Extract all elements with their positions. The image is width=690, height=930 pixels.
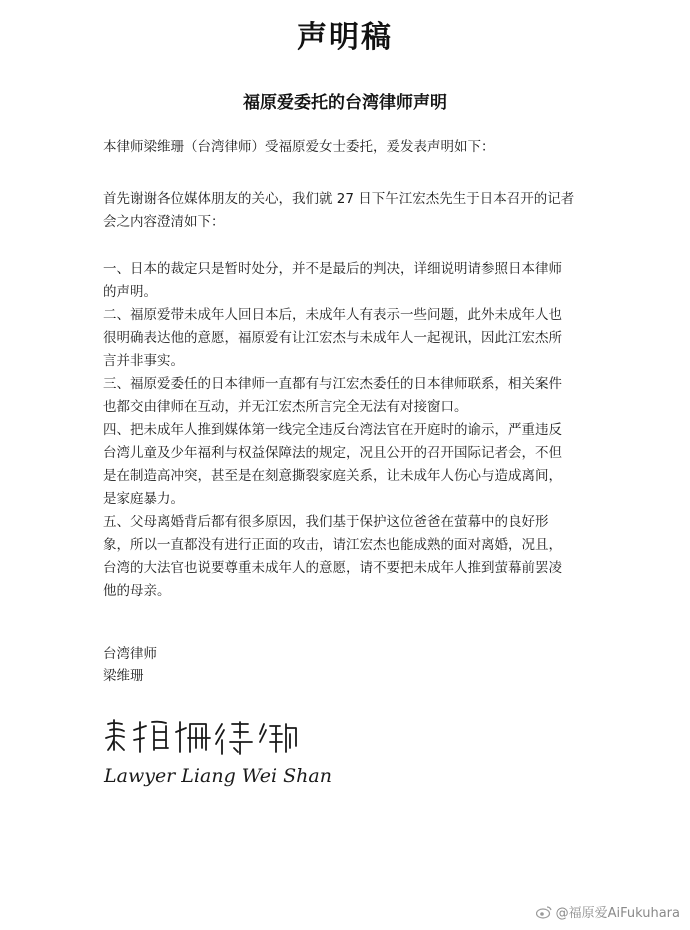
signoff-block (103, 643, 157, 687)
point-line: 台湾儿童及少年福利与权益保障法的规定，况且公开的召开国际记者会，不但 (103, 445, 562, 461)
weibo-icon (536, 905, 552, 919)
point-line: 他的母亲。 (103, 583, 171, 599)
points-list (103, 258, 603, 603)
point-line: 也都交由律师在互动，并无江宏杰所言完全无法有对接窗口。 (103, 399, 468, 415)
point-line: 一、日本的裁定只是暂时处分，并不是最后的判决，详细说明请参照日本律师 (103, 261, 562, 277)
intro-line: 本律师梁维珊（台湾律师）受福原爱女士委托，爰发表声明如下： (103, 139, 495, 155)
lead-paragraph (103, 188, 603, 234)
point-line: 五、父母离婚背后都有很多原因，我们基于保护这位爸爸在萤幕中的良好形 (103, 514, 549, 530)
lead-line: 会之内容澄清如下： (103, 214, 225, 230)
point-line: 是家庭暴力。 (103, 491, 184, 507)
point-line: 象，所以一直都没有进行正面的攻击，请江宏杰也能成熟的面对离婚，况且， (103, 537, 562, 553)
point-line: 言并非事实。 (103, 353, 184, 369)
point-line: 二、福原爱带未成年人回日本后，未成年人有表示一些问题，此外未成年人也 (103, 307, 562, 323)
point-line: 是在制造高冲突，甚至是在刻意撕裂家庭关系，让未成年人伤心与造成离间， (103, 468, 562, 484)
point-line: 很明确表达他的意愿，福原爱有让江宏杰与未成年人一起视讯，因此江宏杰所 (103, 330, 562, 346)
point-line: 的声明。 (103, 284, 157, 300)
lead-line: 首先谢谢各位媒体朋友的关心，我们就 27 日下午江宏杰先生于日本召开的记者 (103, 191, 575, 207)
watermark-text: @福原爱AiFukuhara (555, 906, 680, 921)
point-line: 三、福原爱委任的日本律师一直都有与江宏杰委任的日本律师联系，相关案件 (103, 376, 562, 392)
point-line: 四、把未成年人推到媒体第一线完全违反台湾法官在开庭时的谕示，严重违反 (103, 422, 562, 438)
weibo-watermark (536, 902, 680, 921)
page-title: 声明稿 (297, 20, 393, 55)
signature-english-drawing: Lawyer Liang Wei Shan (104, 765, 332, 787)
signoff-name: 梁维珊 (103, 668, 144, 684)
intro-paragraph (103, 136, 603, 159)
signoff-role: 台湾律师 (103, 646, 157, 662)
statement-subtitle: 福原爱委托的台湾律师声明 (243, 93, 447, 113)
signature-drawing (100, 712, 360, 792)
handwritten-signature (100, 712, 360, 796)
point-line: 台湾的大法官也说要尊重未成年人的意愿，请不要把未成年人推到萤幕前罢凌 (103, 560, 562, 576)
